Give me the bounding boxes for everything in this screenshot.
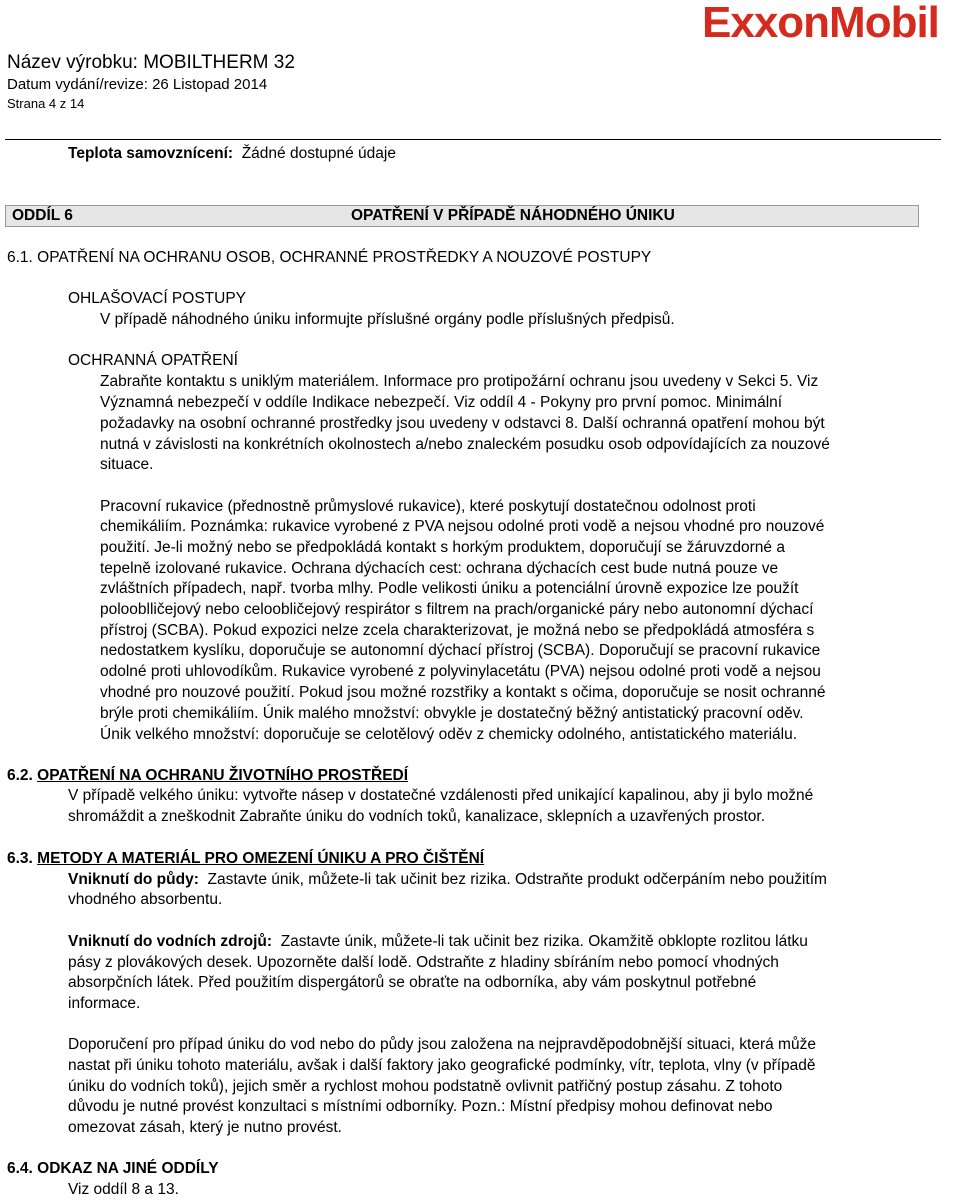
section-header-bar	[5, 205, 919, 227]
exxonmobil-logo: ExxonMobil	[702, 0, 939, 47]
protect-line: Zabraňte kontaktu s uniklým materiálem. Informace pro protipožární ochranu jsou uvedeny v Sekci 5. Viz	[100, 373, 819, 390]
advice-line: nastat při úniku tohoto materiálu, avšak i další faktory jako geografické podmínky, vítr, teplota, vlny (v případě	[68, 1057, 816, 1074]
land-line	[68, 870, 827, 890]
protect-line: Významná nebezpečí v oddíle Indikace nebezpečí. Viz oddíl 4 - Pokyny pro první pomoc. Minimální	[100, 394, 783, 411]
revision-date-line	[7, 76, 267, 93]
notify-heading: OHLAŠOVACÍ POSTUPY	[68, 290, 247, 307]
section-title: OPATŘENÍ V PŘÍPADĚ NÁHODNÉHO ÚNIKU	[351, 207, 675, 224]
protect-line: požadavky na osobní ochranné prostředky jsou uvedeny v odstavci 8. Další ochranná opatření mohou být	[100, 415, 825, 432]
heading-6-2	[7, 766, 408, 786]
heading-6-3-title: METODY A MATERIÁL PRO OMEZENÍ ÚNIKU A PRO ČIŠTĚNÍ	[37, 850, 485, 867]
heading-6-4: 6.4. ODKAZ NA JINÉ ODDÍLY	[7, 1160, 219, 1177]
gloves-line: Pracovní rukavice (přednostně průmyslové rukavice), které poskytují dostatečnou odolnost proti	[100, 498, 756, 515]
gloves-line: odolné proti uhlovodíkům. Rukavice vyrobené z polyvinylacetátu (PVA) nejsou odolné proti vodě a nejsou	[100, 663, 821, 680]
water-line	[68, 932, 808, 952]
advice-line: úniku do vodních toků), jejich směr a rychlost mohou podstatně ovlivnit patřičný postup zásahu. Z tohoto	[68, 1078, 783, 1095]
protect-heading: OCHRANNÁ OPATŘENÍ	[68, 352, 238, 369]
page-number: Strana 4 z 14	[7, 96, 85, 111]
water-label: Vniknutí do vodních zdrojů:	[68, 933, 273, 950]
product-name: MOBILTHERM 32	[143, 52, 295, 73]
water-line: absorpčních látek. Před použitím dispergátorů se obraťte na odborníka, aby vám poskytnul potřebné	[68, 974, 757, 991]
gloves-line: zvláštních případech, např. tvorba mlhy. Podle velikosti úniku a potenciální úrovně expozice lze použít	[100, 580, 799, 597]
water-text: Zastavte únik, můžete-li tak učinit bez rizika. Okamžitě obklopte rozlitou látku	[280, 933, 808, 950]
section-number: ODDÍL 6	[12, 207, 73, 224]
advice-line: důvodu je nutné provést konzultaci s místními odborníky. Pozn.: Místní předpisy mohou definovat nebo	[68, 1098, 773, 1115]
heading-6-2-title: OPATŘENÍ NA OCHRANU ŽIVOTNÍHO PROSTŘEDÍ	[37, 767, 409, 784]
gloves-line: nedostatkem kyslíku, doporučuje se autonomní dýchací přístroj (SCBA). Doporučují se pracovní rukavice	[100, 642, 821, 659]
land-text: Zastavte únik, můžete-li tak učinit bez rizika. Odstraňte produkt odčerpáním nebo použitím	[207, 871, 827, 888]
protect-line: situace.	[100, 456, 154, 473]
advice-line: omezovat zásah, který je nutno provést.	[68, 1119, 342, 1136]
protect-line: nutná v závislosti na konkrétních okolnostech a/nebo znaleckém posudku osob odpovídajících za nouzové	[100, 436, 830, 453]
autoignition-value: Žádné dostupné údaje	[241, 145, 396, 162]
autoignition-line	[68, 144, 396, 164]
gloves-line: tepelně izolované rukavice. Ochrana dýchacích cest: ochrana dýchacích cest bude nutná pouze ve	[100, 560, 779, 577]
gloves-line: použití. Je-li možný nebo se předpokládá kontakt s horkým produktem, doporučují se žáruvzdorné a	[100, 539, 785, 556]
notify-text: V případě náhodného úniku informujte příslušné orgány podle příslušných předpisů.	[100, 311, 675, 328]
gloves-line: vhodné pro nouzové použití. Pokud jsou možné rozstřiky a kontakt s očima, doporučuje se nosit ochranné	[100, 684, 826, 701]
gloves-line: polooblličejový nebo celoobličejový respirátor s filtrem na prach/organické páry nebo autonomní dýchací	[100, 601, 814, 618]
heading-6-3-prefix: 6.3.	[7, 850, 38, 867]
gloves-line: přístroj (SCBA). Pokud expozici nelze zcela charakterizovat, je možná nebo se předpokládá atmosféra s	[100, 622, 815, 639]
water-line: pásy z plovákových desek. Upozorněte další lodě. Odstraňte z hladiny sbíráním nebo pomocí vhodných	[68, 954, 779, 971]
heading-6-2-prefix: 6.2.	[7, 767, 38, 784]
date-label: Datum vydání/revize:	[7, 76, 148, 93]
gloves-line: brýle proti chemikáliím. Únik malého množství: obvykle je dostatečný běžný antistatický pracovní oděv.	[100, 705, 804, 722]
product-label: Název výrobku:	[7, 52, 138, 73]
water-line: informace.	[68, 995, 141, 1012]
product-name-line	[7, 52, 295, 74]
date-value: 26 Listopad 2014	[152, 76, 268, 93]
gloves-line: chemikáliím. Poznámka: rukavice vyrobené z PVA nejsou odolné proti vodě a nejsou vhodné pro nouzové	[100, 518, 825, 535]
env-line: shromáždit a zneškodnit Zabraňte úniku do vodních toků, kanalizace, sklepních a uzavřených prostor.	[68, 808, 766, 825]
cross-reference: Viz oddíl 8 a 13.	[68, 1181, 179, 1198]
header-divider	[5, 139, 941, 140]
autoignition-label: Teplota samovznícení:	[68, 145, 234, 162]
advice-line: Doporučení pro případ úniku do vod nebo do půdy jsou založena na nejpravděpodobnější situaci, která může	[68, 1036, 816, 1053]
env-line: V případě velkého úniku: vytvořte násep v dostatečné vzdálenosti před unikající kapalinou, aby ji bylo možné	[68, 787, 814, 804]
gloves-line: Únik velkého množství: doporučuje se celotělový oděv z chemicky odolného, antistatického materiálu.	[100, 726, 798, 743]
heading-6-1: 6.1. OPATŘENÍ NA OCHRANU OSOB, OCHRANNÉ PROSTŘEDKY A NOUZOVÉ POSTUPY	[7, 249, 652, 266]
land-line: vhodného absorbentu.	[68, 891, 223, 908]
land-label: Vniknutí do půdy:	[68, 871, 199, 888]
heading-6-3	[7, 849, 484, 869]
